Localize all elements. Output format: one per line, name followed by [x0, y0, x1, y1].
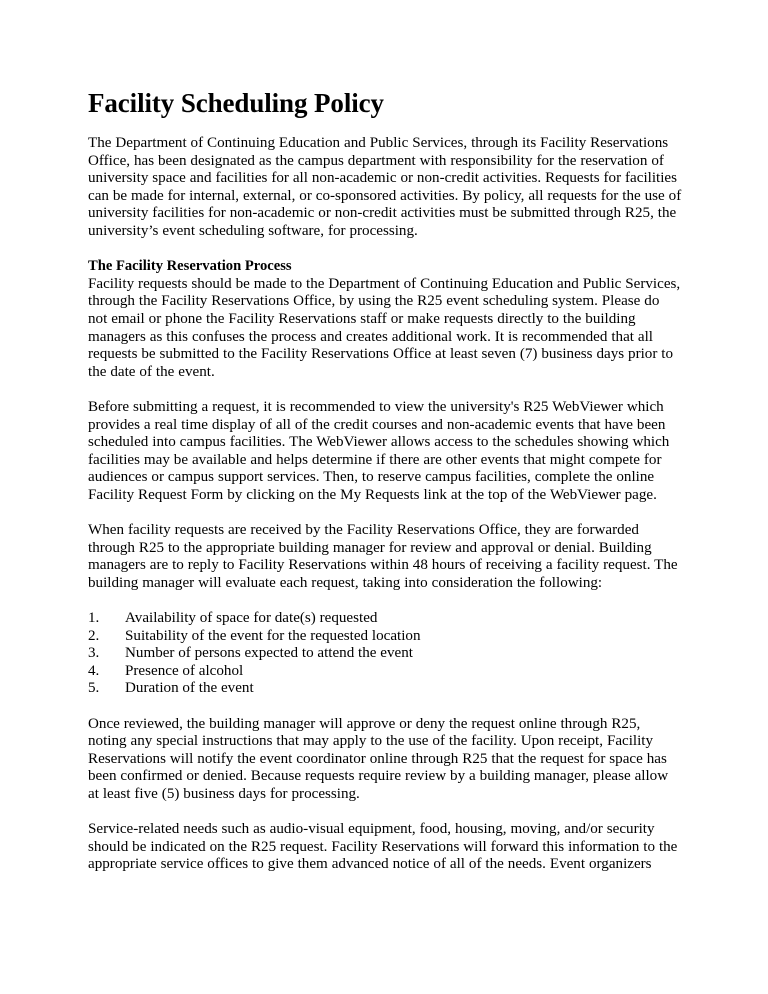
paragraph-process-body: Facility requests should be made to the Department of Continuing Education and Public Services, through the Facility Reservations Office, by using the R25 event scheduling system. Please do not email or phone the Facility Reservations staff or make requests directly to the building managers as this confuses the process and creates additional work. It is recommended that all requests be submitted to the Facility Reservations Office at least seven (7) business days prior to the date of the event. — [88, 275, 681, 380]
list-item-marker: 5. — [88, 680, 100, 697]
list-item-label: Duration of the event — [125, 680, 254, 697]
document-content — [88, 88, 682, 874]
list-item-label: Number of persons expected to attend the event — [125, 645, 413, 662]
paragraph-review-outcome: Once reviewed, the building manager will approve or deny the request online through R25, noting any special instructions that may apply to the use of the facility. Upon receipt, Facility Reservations will notify the event coordinator online through R25 that the request for space has been confirmed or denied. Because requests require review by a building manager, please allow at least five (5) business days for processing. — [88, 715, 669, 802]
page-title: Facility Scheduling Policy — [88, 88, 384, 118]
paragraph-intro: The Department of Continuing Education and Public Services, through its Facility Reservations Office, has been designated as the campus department with responsibility for the reservation of university space and facilities for all non-academic or non-credit activities. Requests for facilities can be made for internal, external, or co-sponsored activities. By policy, all requests for the use of university facilities for non-academic or non-credit activities must be submitted through R25, the university’s event scheduling software, for processing. — [88, 135, 682, 239]
list-item-marker: 2. — [88, 627, 100, 644]
list-item — [88, 680, 682, 698]
list-item-marker: 3. — [88, 645, 100, 662]
list-item-label: Availability of space for date(s) requested — [125, 610, 378, 627]
list-item-label: Presence of alcohol — [125, 662, 244, 679]
list-item — [88, 663, 682, 681]
criteria-list — [88, 610, 682, 698]
paragraph-routing: When facility requests are received by the Facility Reservations Office, they are forwarded through R25 to the appropriate building manager for review and approval or denial. Building managers are to reply to Facility Reservations within 48 hours of receiving a facility request. The building manager will evaluate each request, taking into consideration the following: — [88, 522, 678, 591]
list-item — [88, 645, 682, 663]
list-item-marker: 4. — [88, 662, 100, 679]
list-item — [88, 628, 682, 646]
section-heading-process: The Facility Reservation Process — [88, 258, 292, 275]
paragraph-service-needs: Service-related needs such as audio-visual equipment, food, housing, moving, and/or security should be indicated on the R25 request. Facility Reservations will forward this information to the appropriate service offices to give them advanced notice of all of the needs. Event organizers — [88, 821, 678, 873]
list-item-label: Suitability of the event for the requested location — [125, 627, 421, 644]
paragraph-webviewer: Before submitting a request, it is recommended to view the university's R25 WebViewer which provides a real time display of all of the credit courses and non-academic events that have been scheduled into campus facilities. The WebViewer allows access to the schedules showing which facilities may be available and helps determine if there are other events that might compete for audiences or campus support services. Then, to reserve campus facilities, complete the online Facility Request Form by clicking on the My Requests link at the top of the WebViewer page. — [88, 398, 670, 503]
list-item — [88, 610, 682, 628]
list-item-marker: 1. — [88, 610, 100, 627]
